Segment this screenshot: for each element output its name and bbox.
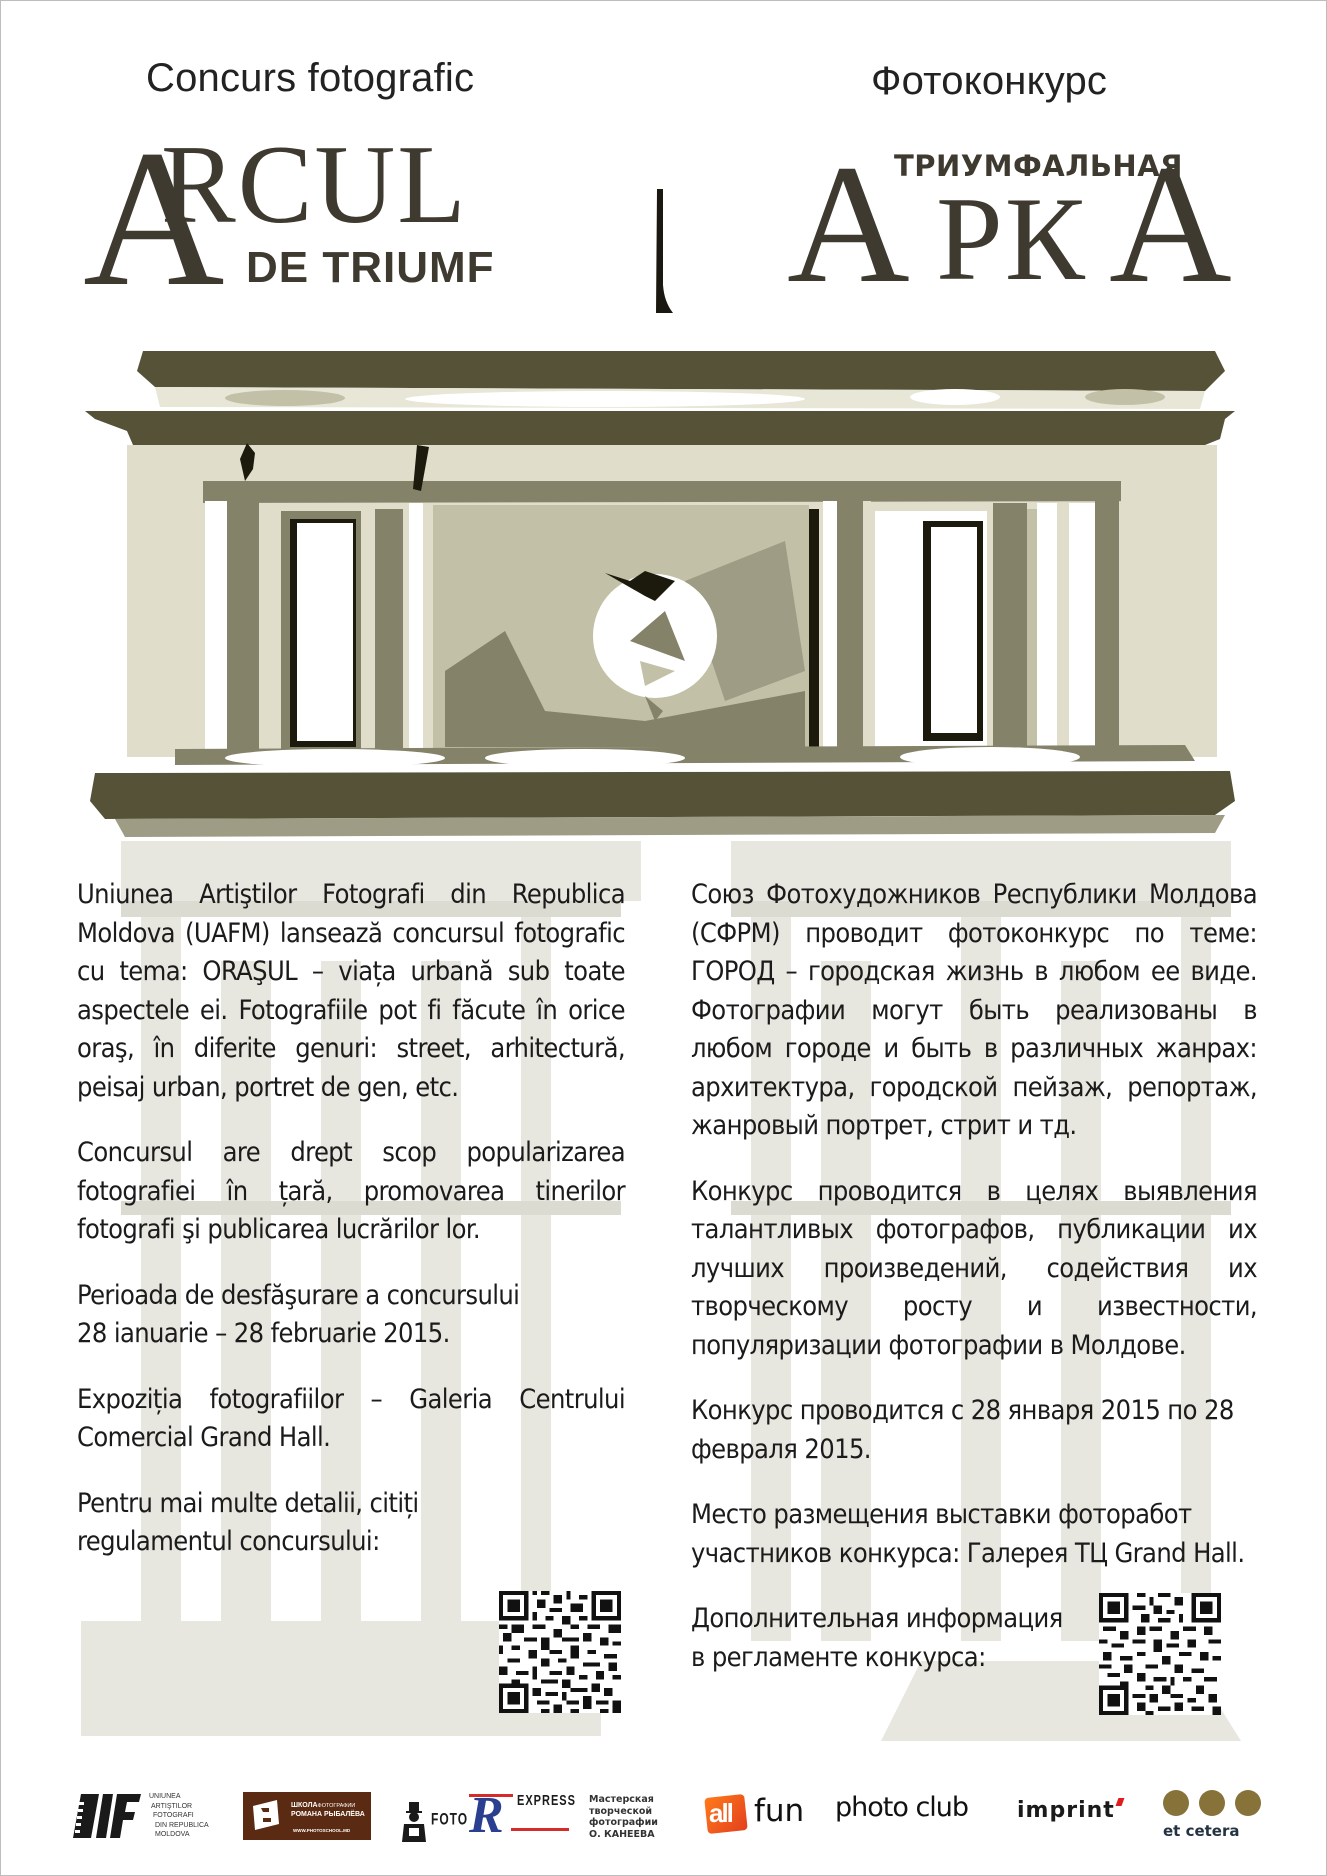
triumphal-arch-illustration	[85, 341, 1255, 841]
school-url: WWW.PHOTOSCHOOL.MD	[293, 1828, 351, 1833]
paragraph-purpose-ru: Конкурс проводится в целях выявления талантливых фотографов, публикации их лучших произведений, содействия их творческому росту и известности, популяризации фотографии в Молдове.	[691, 1175, 1257, 1361]
title-initial-a-ru: А	[787, 130, 910, 318]
red-stripe-bottom	[511, 1828, 569, 1831]
info-line-1: Дополнительная информация	[691, 1603, 1063, 1634]
kaneev-line: творческой	[589, 1805, 653, 1817]
gold-dot-icon	[1163, 1790, 1189, 1816]
gold-dot-icon	[1199, 1790, 1225, 1816]
uafm-film-mark-icon	[73, 1794, 141, 1838]
info-line-2: в регламенте конкурса:	[691, 1641, 986, 1673]
details-line-2: regulamentul concursului:	[77, 1526, 380, 1557]
sponsor-logos	[1, 1776, 1327, 1856]
paragraph-exhibition-ru: Место размещения выставки фоторабот участников конкурса: Галерея ТЦ Grand Hall.	[691, 1499, 1245, 1569]
school-word: ШКОЛА	[291, 1802, 318, 1809]
subtitle-russian: Фотоконкурс	[871, 59, 1108, 103]
imprint-text: imprint	[1017, 1798, 1115, 1823]
kaneev-line: фотографии	[589, 1817, 658, 1828]
paragraph-details-ro	[77, 1485, 625, 1562]
r-mark: R	[469, 1787, 504, 1844]
details-line-1: Pentru mai multe detalii, citiți	[77, 1487, 419, 1519]
paragraph-period-ru: Конкурс проводится с 28 января 2015 по 28 февраля 2015.	[691, 1395, 1234, 1465]
title-arcul-rest: RCUL	[161, 123, 468, 247]
paragraph-exhibition-ro: Expoziția fotografiilor – Galeria Centrului Comercial Grand Hall.	[77, 1383, 625, 1453]
school-line-1	[291, 1802, 355, 1809]
school-line-2: РОМАНА РЫБАЛЁВА	[291, 1811, 365, 1818]
uafm-line: FOTOGRAFI	[153, 1812, 194, 1819]
logo-uafm	[73, 1790, 223, 1840]
gold-dot-icon	[1235, 1790, 1261, 1816]
paragraph-intro-ru: Союз Фотохудожников Республики Молдова (СФРМ) проводит фотоконкурс по теме: ГОРОД – городская жизнь в любом ее виде. Фотографии могут быть реализованы в любом городе и быть в различных жанрах: архитектура, городской пейзаж, репортаж, жанровый портрет, стрит и тд.	[691, 879, 1257, 1141]
qr-code-romanian[interactable]	[499, 1591, 621, 1713]
top-hat-man-icon	[399, 1802, 429, 1842]
foto-text: FOTO	[431, 1809, 469, 1829]
title-de-triumf: DE TRIUMF	[246, 243, 495, 292]
logo-photoclub: photo club	[835, 1792, 969, 1823]
russian-text-column	[691, 876, 1257, 1704]
imprint-red-mark-icon	[1115, 1798, 1124, 1806]
uafm-text	[149, 1792, 223, 1840]
hands-frame-icon	[251, 1800, 281, 1830]
logo-foto-express	[399, 1787, 576, 1844]
express-text: EXPRESS	[517, 1793, 576, 1809]
title-final-a-ru: А	[1109, 130, 1232, 318]
school-word-small: ФОТОГРАФИИ	[317, 1803, 356, 1809]
logo-allfun	[704, 1792, 814, 1838]
period-line-2: 28 ianuarie – 28 februarie 2015.	[77, 1318, 450, 1349]
romanian-text-column	[77, 876, 625, 1589]
title-triumfalnaya: ТРИУМФАЛЬНАЯ	[894, 149, 1183, 183]
paragraph-period-ro	[77, 1277, 625, 1354]
title-arka-middle: РК	[936, 172, 1087, 305]
uafm-line: ARTIŞTILOR	[151, 1802, 193, 1810]
qr-code-russian[interactable]	[1099, 1593, 1221, 1715]
uafm-line: UNIUNEA	[149, 1793, 181, 1800]
paragraph-intro-ro: Uniunea Artiştilor Fotografi din Republica Moldova (UAFM) lansează concursul fotografic cu tema: ORAŞUL – viața urbană sub toate aspectele ei. Fotografiile pot fi făcute în orice oraş, în diferite genuri: street, arhitectură, peisaj urban, portret de gen, etc.	[77, 879, 625, 1103]
logo-etcetera	[1161, 1790, 1265, 1850]
logo-photo-school	[243, 1792, 371, 1840]
logo-imprint	[1017, 1800, 1115, 1822]
uafm-line: DIN REPUBLICA MOLDOVA	[155, 1821, 209, 1838]
title-initial-a: A	[83, 110, 225, 327]
period-line-1: Perioada de desfăşurare a concursului	[77, 1279, 520, 1311]
divider-mark-icon	[653, 189, 673, 315]
kaneev-line: Мастерская	[589, 1794, 654, 1805]
allfun-all-text: all	[709, 1798, 732, 1828]
subtitle-romanian: Concurs fotografic	[146, 56, 475, 100]
kaneev-line: О. КАНЕЕВА	[589, 1828, 655, 1840]
allfun-fun-text: fun	[754, 1793, 805, 1829]
paragraph-purpose-ro: Concursul are drept scop popularizarea fotografiei în țară, promovarea tinerilor fotografi şi publicarea lucrărilor lor.	[77, 1137, 625, 1245]
logo-kaneev-workshop	[589, 1794, 658, 1840]
etcetera-text: et cetera	[1163, 1822, 1240, 1840]
